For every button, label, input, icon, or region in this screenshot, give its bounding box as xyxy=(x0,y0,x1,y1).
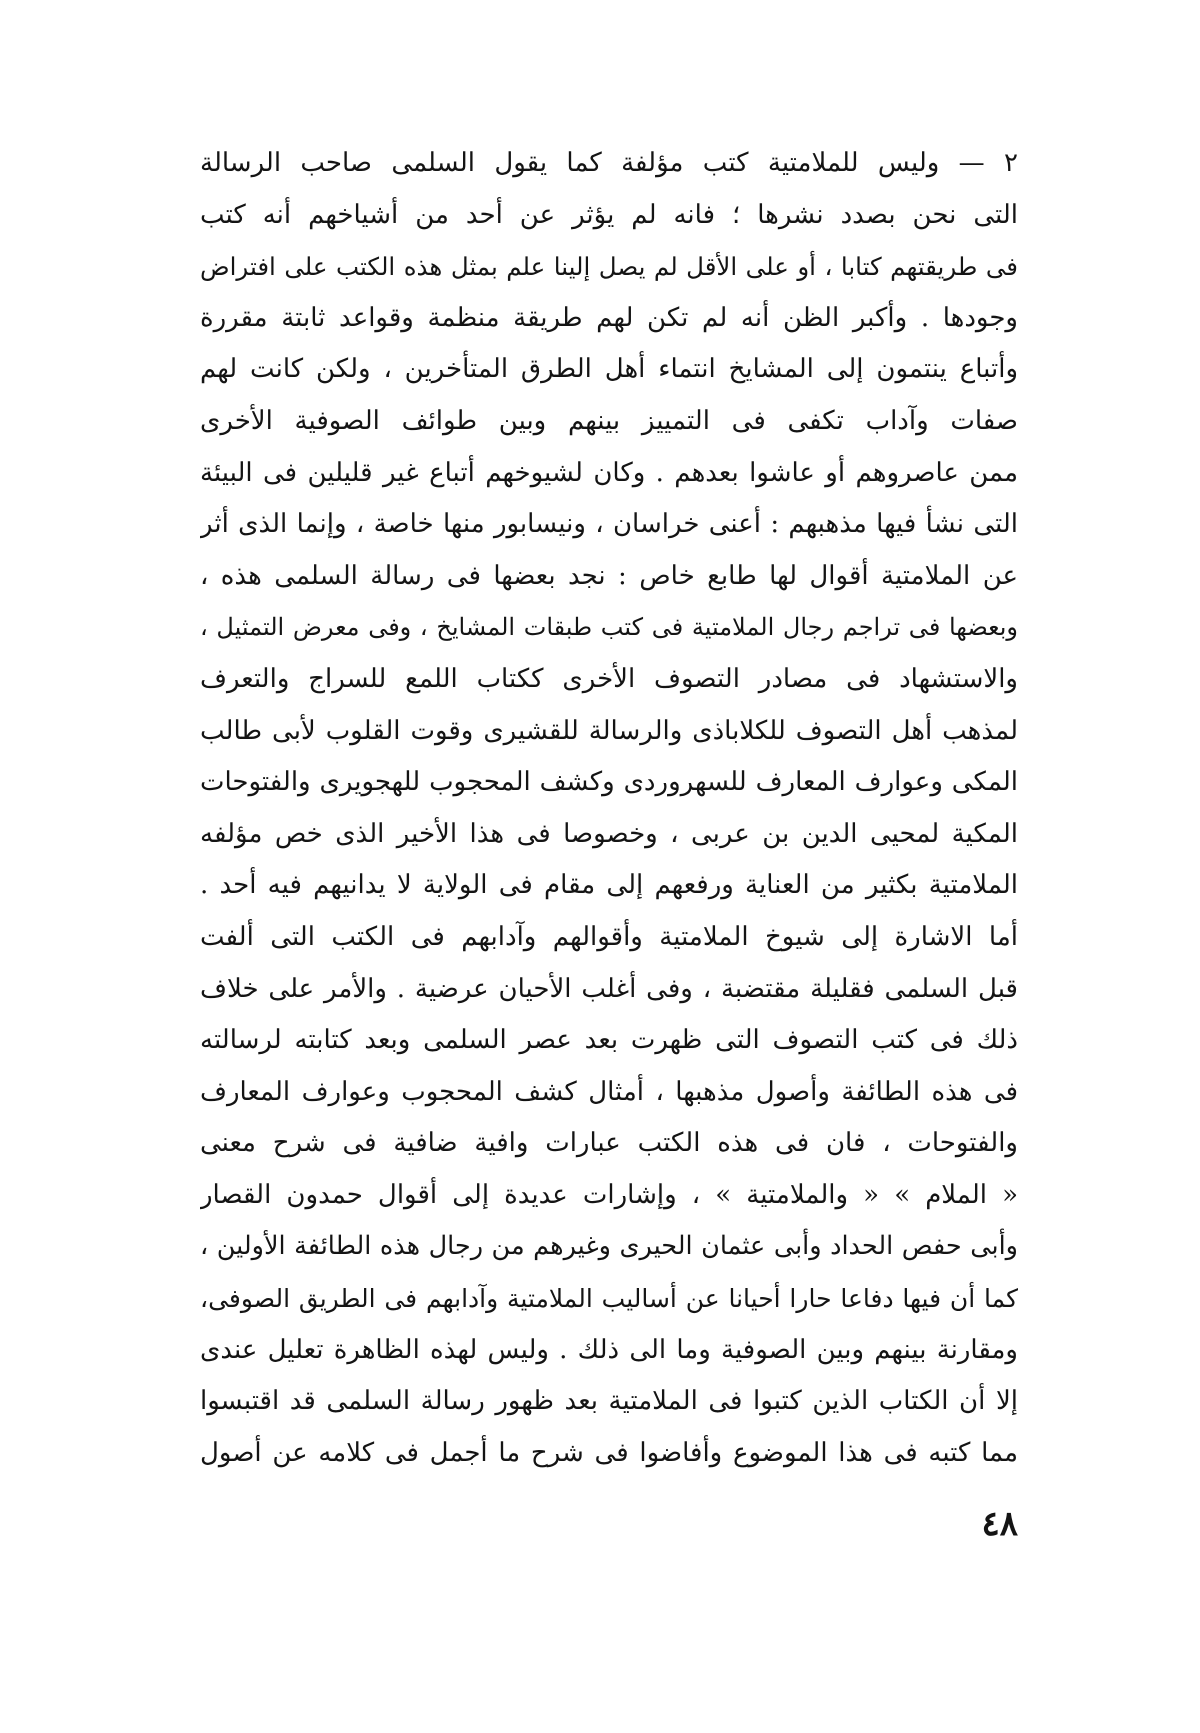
text-line: التى نحن بصدد نشرها ؛ فانه لم يؤثر عن أحد من أشياخهم أنه كتب xyxy=(200,199,1018,230)
text-line: التى نشأ فيها مذهبهم : أعنى خراسان ، ونيسابور منها خاصة ، وإنما الذى أثر xyxy=(200,509,1018,540)
text-line: ٢ — وليس للملامتية كتب مؤلفة كما يقول السلمى صاحب الرسالة xyxy=(200,148,1018,178)
text-line: عن الملامتية أقوال لها طابع خاص : نجد بعضها فى رسالة السلمى هذه ، xyxy=(200,560,1018,591)
page-number: ٤٨ xyxy=(981,1504,1018,1544)
text-line: وجودها . وأكبر الظن أنه لم تكن لهم طريقة منظمة وقواعد ثابتة مقررة xyxy=(200,302,1018,333)
text-line: والاستشهاد فى مصادر التصوف الأخرى ككتاب اللمع للسراج والتعرف xyxy=(200,663,1018,694)
text-line: ممن عاصروهم أو عاشوا بعدهم . وكان لشيوخهم أتباع غير قليلين فى البيئة xyxy=(200,457,1018,488)
text-line: وأتباع ينتمون إلى المشايخ انتماء أهل الطرق المتأخرين ، ولكن كانت لهم xyxy=(200,354,1018,385)
text-line: أما الاشارة إلى شيوخ الملامتية وأقوالهم وآدابهم فى الكتب التى ألفت xyxy=(200,921,1018,952)
text-line: إلا أن الكتاب الذين كتبوا فى الملامتية بعد ظهور رسالة السلمى قد اقتبسوا xyxy=(200,1386,1018,1417)
text-line: وبعضها فى تراجم رجال الملامتية فى كتب طبقات المشايخ ، وفى معرض التمثيل ، xyxy=(200,613,1018,642)
text-line: ذلك فى كتب التصوف التى ظهرت بعد عصر السلمى وبعد كتابته لرسالته xyxy=(200,1025,1018,1056)
text-line: قبل السلمى فقليلة مقتضبة ، وفى أغلب الأحيان عرضية . والأمر على خلاف xyxy=(200,973,1018,1004)
body-text xyxy=(200,138,1018,1479)
text-line: « الملام » « والملامتية » ، وإشارات عديدة إلى أقوال حمدون القصار xyxy=(200,1179,1018,1210)
text-line: لمذهب أهل التصوف للكلاباذى والرسالة للقشيرى وقوت القلوب لأبى طالب xyxy=(200,715,1018,746)
text-line: فى طريقتهم كتابا ، أو على الأقل لم يصل إلينا علم بمثل هذه الكتب على افتراض xyxy=(200,252,1018,282)
text-line: والفتوحات ، فان فى هذه الكتب عبارات وافية ضافية فى شرح معنى xyxy=(200,1128,1018,1159)
text-line: المكى وعوارف المعارف للسهروردى وكشف المحجوب للهجويرى والفتوحات xyxy=(200,767,1018,798)
text-line: صفات وآداب تكفى فى التمييز بينهم وبين طوائف الصوفية الأخرى xyxy=(200,405,1018,436)
text-line: مما كتبه فى هذا الموضوع وأفاضوا فى شرح ما أجمل فى كلامه عن أصول xyxy=(200,1437,1018,1468)
text-line: كما أن فيها دفاعا حارا أحيانا عن أساليب الملامتية وآدابهم فى الطريق الصوفى، xyxy=(200,1284,1018,1314)
text-line: فى هذه الطائفة وأصول مذهبها ، أمثال كشف المحجوب وعوارف المعارف xyxy=(200,1076,1018,1107)
text-line: ومقارنة بينهم وبين الصوفية وما الى ذلك . وليس لهذه الظاهرة تعليل عندى xyxy=(200,1334,1018,1365)
text-line: الملامتية بكثير من العناية ورفعهم إلى مقام فى الولاية لا يدانيهم فيه أحد . xyxy=(200,870,1018,901)
text-line: وأبى حفص الحداد وأبى عثمان الحيرى وغيرهم من رجال هذه الطائفة الأولين ، xyxy=(200,1231,1018,1262)
text-line: المكية لمحيى الدين بن عربى ، وخصوصا فى هذا الأخير الذى خص مؤلفه xyxy=(200,818,1018,849)
